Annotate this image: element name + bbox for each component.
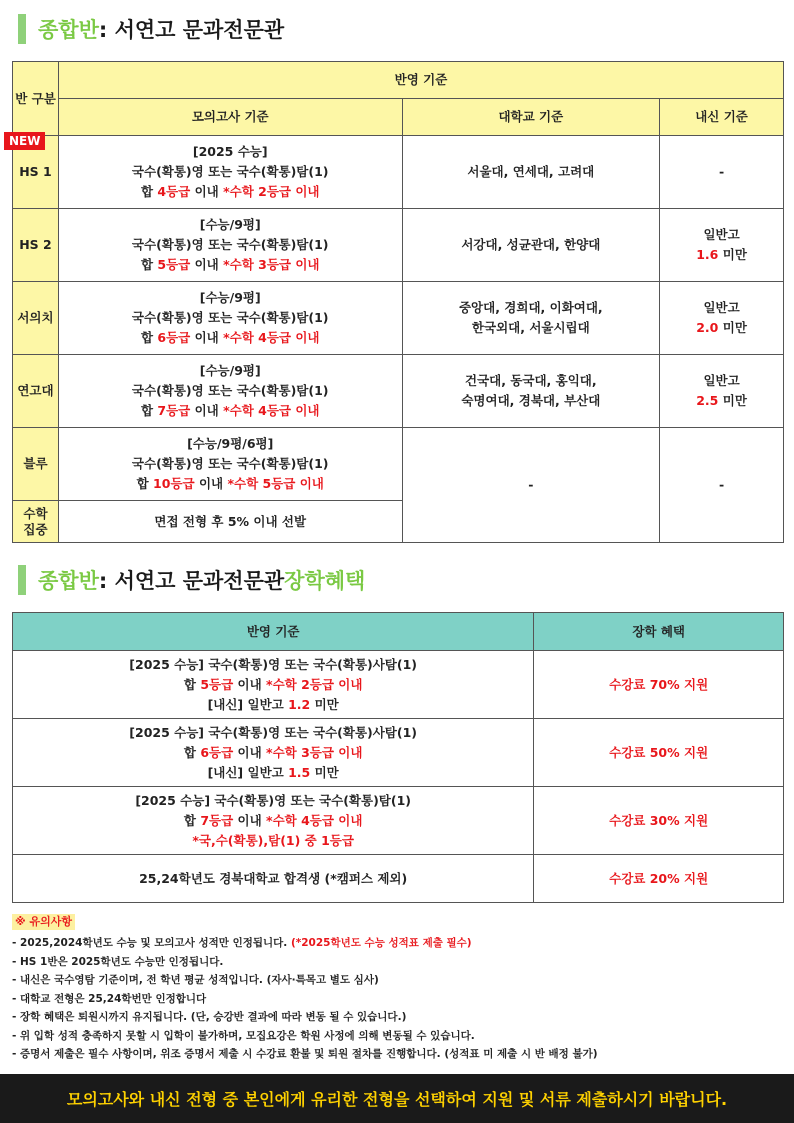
mock-sum-grade: 10등급 — [153, 476, 195, 491]
school-prefix: [내신] 일반고 — [207, 764, 289, 780]
school-line2 — [660, 318, 783, 338]
mock-sum-grade: 7등급 — [157, 403, 191, 418]
university-criteria — [402, 136, 660, 209]
mock-criteria — [58, 136, 402, 209]
university-criteria — [402, 209, 660, 282]
note-text: - 2025,2024학년도 수능 및 모의고사 성적만 인정됩니다. — [12, 937, 291, 949]
mock-sum-grade: 5등급 — [157, 257, 191, 272]
scholarship-benefit: 수강료 20% 지원 — [534, 855, 784, 903]
scholarship-benefit: 수강료 70% 지원 — [534, 651, 784, 719]
section2-title-black: : 서연고 문과전문관 — [98, 569, 285, 593]
mock-line2: 국수(확통)영 또는 국수(확통)탐(1) — [131, 237, 329, 252]
school-criteria — [660, 282, 784, 355]
mock-line1: [수능/9평/6평] — [187, 436, 274, 451]
note-line: - 장학 혜택은 퇴원시까지 유지됩니다. (단, 승강반 결과에 따라 변동 될 수 있습니다.) — [12, 1011, 407, 1023]
section2-title-green: 종합반 — [38, 569, 99, 593]
class-name: 블루 — [13, 428, 59, 501]
criteria-line1: [2025 수능] 국수(확통)영 또는 국수(확통)사탐(1) — [129, 656, 418, 672]
criteria-line3: *국,수(확통),탐(1) 중 1등급 — [192, 832, 354, 848]
sum-grade: 6등급 — [200, 744, 234, 760]
mock-math-grade: *수학 5등급 이내 — [227, 476, 324, 491]
notes-section — [12, 910, 782, 1064]
school-grade-suffix: 미만 — [718, 320, 747, 335]
school-suffix: 미만 — [310, 696, 339, 712]
school-grade: 1.2 — [288, 696, 311, 712]
mock-line3 — [59, 182, 402, 202]
mock-line2: 국수(확통)영 또는 국수(확통)탐(1) — [131, 383, 329, 398]
scholarship-table — [12, 612, 784, 903]
university-line1: 서울대, 연세대, 고려대 — [467, 164, 595, 179]
university-line2: 숙명여대, 경북대, 부산대 — [461, 393, 601, 408]
mock-line2: 국수(확통)영 또는 국수(확통)탐(1) — [131, 310, 329, 325]
mock-line1: [수능/9평] — [199, 217, 261, 232]
title-accent-bar — [18, 565, 26, 595]
mock-line2: 국수(확통)영 또는 국수(확통)탐(1) — [131, 456, 329, 471]
university-line2: 한국외대, 서울시립대 — [471, 320, 590, 335]
table-row — [13, 719, 784, 787]
sum-suffix: 이내 — [233, 744, 267, 760]
section2-title — [18, 565, 365, 595]
mock-sum-suffix: 이내 — [190, 330, 224, 345]
school-grade: 1.5 — [288, 764, 311, 780]
note-line: - 증명서 제출은 필수 사항이며, 위조 증명서 제출 시 수강료 환불 및 퇴원 절차를 진행합니다. (성적표 미 제출 시 반 배정 불가) — [12, 1048, 598, 1060]
university-criteria — [402, 282, 660, 355]
header-benefit: 장학 혜택 — [534, 613, 784, 651]
section1-title — [18, 14, 284, 44]
scholarship-benefit: 수강료 50% 지원 — [534, 719, 784, 787]
mock-sum-grade: 6등급 — [157, 330, 191, 345]
scholarship-criteria: 25,24학년도 경북대학교 합격생 (*캠퍼스 제외) — [13, 855, 534, 903]
sum-grade: 5등급 — [200, 676, 234, 692]
note-line: - 내신은 국수영탐 기준이며, 전 학년 평균 성적입니다. (자사·특목고 별도 심사) — [12, 974, 379, 986]
mock-math-grade: *수학 3등급 이내 — [223, 257, 320, 272]
school-line2 — [660, 245, 783, 265]
school-line2 — [660, 391, 783, 411]
mock-line1: [2025 수능] — [192, 144, 268, 159]
scholarship-criteria — [13, 719, 534, 787]
university-line1: 건국대, 동국대, 홍익대, — [465, 373, 597, 388]
class-name: 연고대 — [13, 355, 59, 428]
table-row — [13, 136, 784, 209]
scholarship-criteria — [13, 787, 534, 855]
sum-suffix: 이내 — [233, 812, 267, 828]
header-criteria: 반영 기준 — [58, 62, 783, 99]
university-line1: 서강대, 성균관대, 한양대 — [461, 237, 601, 252]
school-line1: - — [718, 164, 725, 179]
sum-prefix: 합 — [183, 676, 201, 692]
header-class-group: 반 구분 — [13, 62, 59, 136]
table-row — [13, 282, 784, 355]
note-line — [12, 934, 782, 953]
school-line1: 일반고 — [703, 300, 740, 315]
sum-prefix: 합 — [183, 812, 201, 828]
mock-sum-suffix: 이내 — [190, 184, 224, 199]
mock-line3 — [59, 328, 402, 348]
table-row — [13, 355, 784, 428]
table-row — [13, 651, 784, 719]
school-criteria — [660, 355, 784, 428]
note-line: - 위 입학 성적 충족하지 못할 시 입학이 불가하며, 모집요강은 학원 사정에 의해 변동될 수 있습니다. — [12, 1029, 475, 1042]
mock-sum-suffix: 이내 — [190, 257, 224, 272]
header-mock-exam: 모의고사 기준 — [58, 99, 402, 136]
mock-line3 — [59, 255, 402, 275]
math-grade: *수학 4등급 이내 — [266, 812, 363, 828]
table-row — [13, 787, 784, 855]
table-row — [13, 209, 784, 282]
mock-sum-prefix: 합 — [140, 403, 158, 418]
class-criteria-table — [12, 61, 784, 543]
mock-line1: [수능/9평] — [199, 290, 261, 305]
criteria-line2 — [13, 811, 533, 831]
mock-math-grade: *수학 4등급 이내 — [223, 330, 320, 345]
school-criteria — [660, 136, 784, 209]
mock-line1: [수능/9평] — [199, 363, 261, 378]
mock-line3 — [59, 401, 402, 421]
note-line: - HS 1반은 2025학년도 수능만 인정됩니다. — [12, 955, 224, 968]
section2-title-scholarship: 장학혜택 — [284, 569, 366, 593]
sum-grade: 7등급 — [200, 812, 234, 828]
notes-title: ※ 유의사항 — [12, 914, 75, 930]
note-line: - 대학교 전형은 25,24학번만 인정합니다 — [12, 992, 207, 1005]
class-name-line1: 수학 — [23, 505, 48, 521]
mock-sum-prefix: 합 — [140, 330, 158, 345]
title-accent-bar — [18, 14, 26, 44]
school-grade-suffix: 미만 — [718, 247, 747, 262]
mock-sum-prefix: 합 — [140, 184, 158, 199]
school-grade-value: 1.6 — [696, 247, 719, 262]
class-name: HS 2 — [13, 209, 59, 282]
header-university: 대학교 기준 — [402, 99, 660, 136]
sum-prefix: 합 — [183, 744, 201, 760]
mock-math-grade: *수학 2등급 이내 — [223, 184, 320, 199]
school-grade-suffix: 미만 — [718, 393, 747, 408]
scholarship-benefit: 수강료 30% 지원 — [534, 787, 784, 855]
class-name: 서의치 — [13, 282, 59, 355]
math-grade: *수학 2등급 이내 — [266, 676, 363, 692]
math-grade: *수학 3등급 이내 — [266, 744, 363, 760]
school-grade-value: 2.0 — [696, 320, 719, 335]
header-school-record: 내신 기준 — [660, 99, 784, 136]
criteria-line2 — [13, 743, 533, 763]
school-line1: 일반고 — [703, 373, 740, 388]
school-grade-value: 2.5 — [696, 393, 719, 408]
school-suffix: 미만 — [310, 764, 339, 780]
mock-sum-prefix: 합 — [140, 257, 158, 272]
mock-criteria — [58, 355, 402, 428]
section1-title-green: 종합반 — [38, 18, 99, 42]
mock-line2: 국수(확통)영 또는 국수(확통)탐(1) — [131, 164, 329, 179]
mock-sum-prefix: 합 — [136, 476, 154, 491]
header-criteria: 반영 기준 — [13, 613, 534, 651]
criteria-line1: [2025 수능] 국수(확통)영 또는 국수(확통)탐(1) — [135, 792, 411, 808]
footer-banner — [0, 1074, 794, 1123]
table-row — [13, 428, 784, 501]
criteria-line1: [2025 수능] 국수(확통)영 또는 국수(확통)사탐(1) — [129, 724, 418, 740]
criteria-line2 — [13, 675, 533, 695]
mock-criteria — [58, 209, 402, 282]
class-name: HS 1 — [13, 136, 59, 209]
mock-sum-grade: 4등급 — [157, 184, 191, 199]
school-criteria — [660, 209, 784, 282]
school-criteria: - — [660, 428, 784, 543]
criteria-line3 — [13, 763, 533, 783]
university-line1: 중앙대, 경희대, 이화여대, — [458, 300, 603, 315]
mock-line3 — [59, 474, 402, 494]
mock-criteria — [58, 282, 402, 355]
university-criteria — [402, 355, 660, 428]
mock-criteria — [58, 428, 402, 501]
mock-math-grade: *수학 4등급 이내 — [223, 403, 320, 418]
mock-sum-suffix: 이내 — [194, 476, 228, 491]
class-name-line2: 집중 — [23, 521, 48, 537]
mock-sum-suffix: 이내 — [190, 403, 224, 418]
school-line1: 일반고 — [703, 227, 740, 242]
university-criteria: - — [402, 428, 660, 543]
note-highlight: (*2025학년도 수능 성적표 제출 필수) — [290, 937, 472, 949]
mock-criteria: 면접 전형 후 5% 이내 선발 — [58, 501, 402, 543]
class-name — [13, 501, 59, 543]
sum-suffix: 이내 — [233, 676, 267, 692]
table-row — [13, 855, 784, 903]
school-prefix: [내신] 일반고 — [207, 696, 289, 712]
section1-title-black: : 서연고 문과전문관 — [98, 18, 285, 42]
criteria-line3 — [13, 695, 533, 715]
new-badge: NEW — [4, 132, 45, 150]
footer-text: 모의고사와 내신 전형 중 본인에게 유리한 전형을 선택하여 지원 및 서류 제출하시기 바랍니다. — [66, 1090, 728, 1109]
scholarship-criteria — [13, 651, 534, 719]
